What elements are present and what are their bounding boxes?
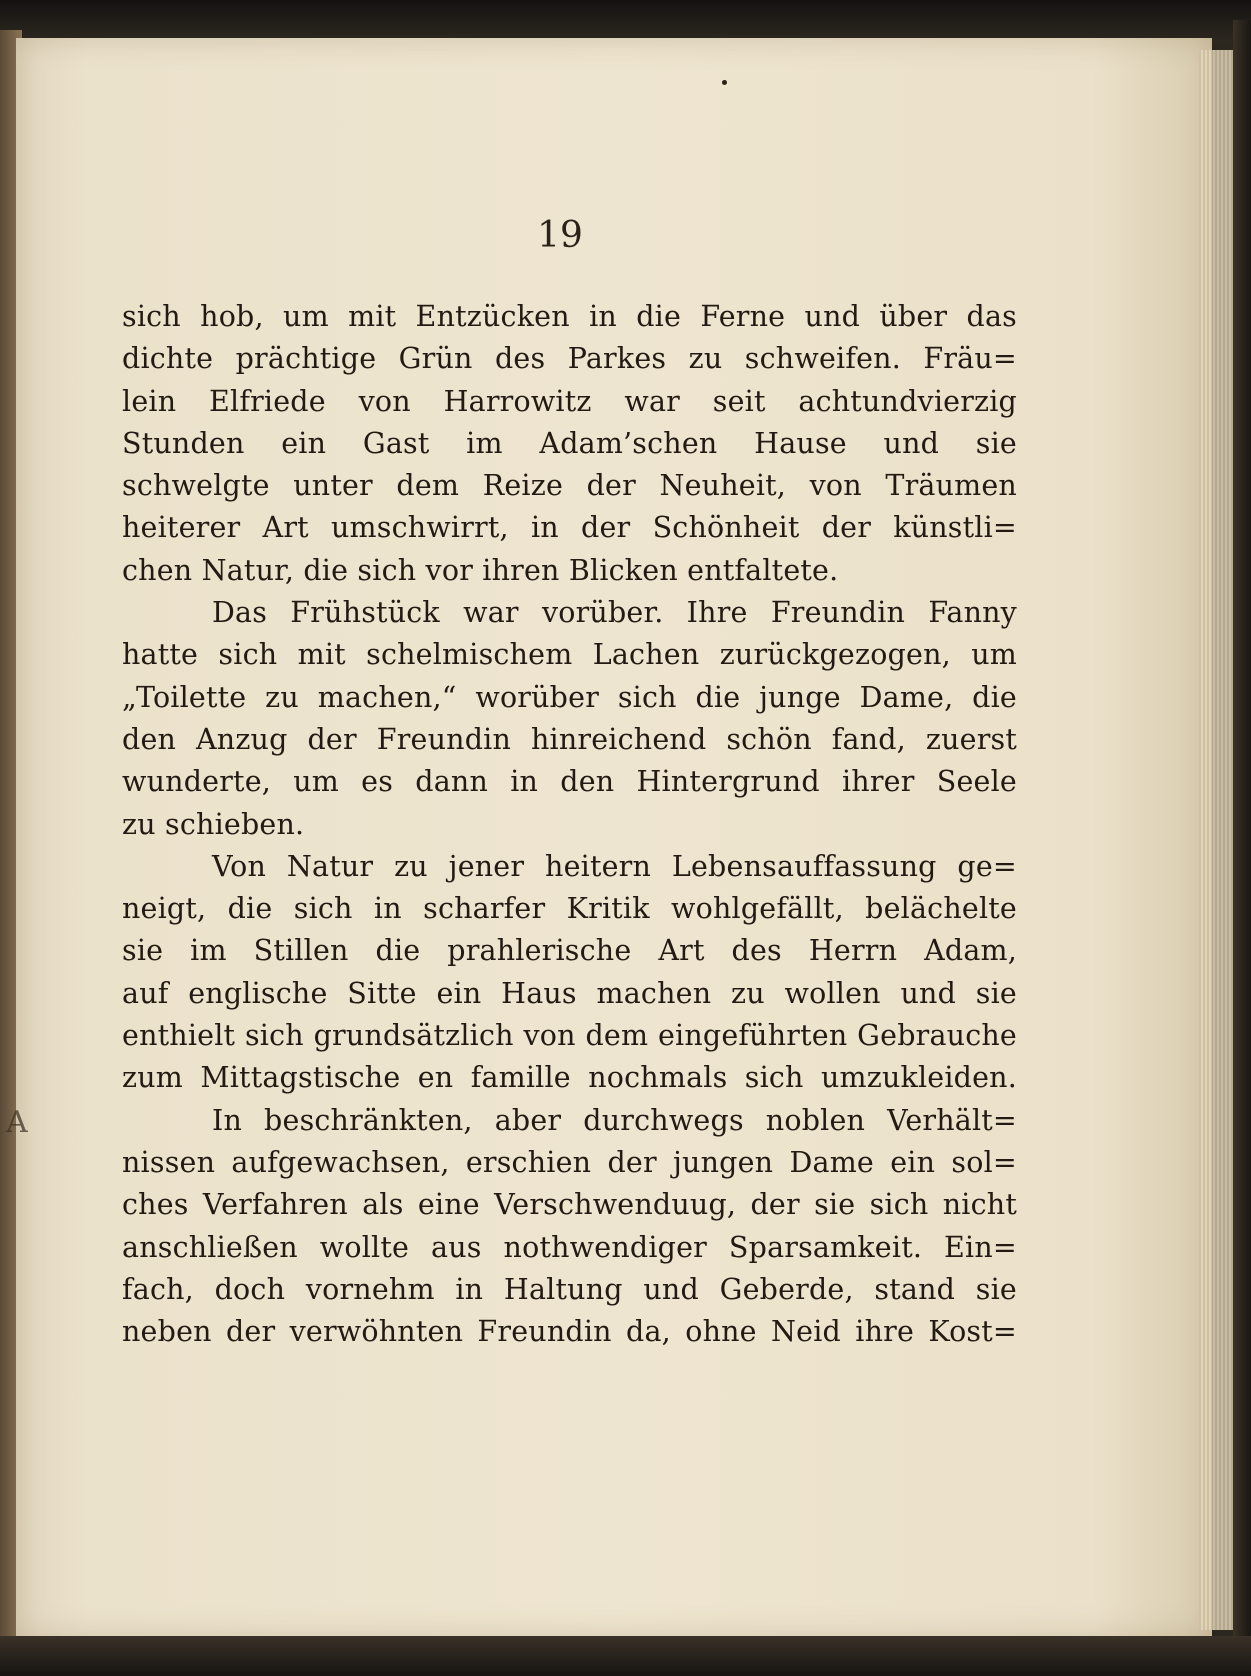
text-line: „Toilette zu machen,“ worüber sich die junge Dame, die [122, 680, 1017, 714]
text-line: schwelgte unter dem Reize der Neuheit, von Träumen [122, 469, 1017, 503]
text-line: den Anzug der Freundin hinreichend schön fand, zuerst [122, 722, 1017, 756]
text-line: neigt, die sich in scharfer Kritik wohlgefällt, belächelte [122, 892, 1017, 926]
text-line: lein Elfriede von Harrowitz war seit achtundvierzig [122, 384, 1017, 418]
ink-dot [722, 80, 727, 85]
text-line: sich hob, um mit Entzücken in die Ferne und über das [122, 300, 1017, 333]
text-line: zu schieben. [122, 807, 305, 841]
text-line: Stunden ein Gast im Adam’schen Hause und sie [122, 426, 1017, 460]
page-number: 19 [537, 215, 583, 256]
text-line: nissen aufgewachsen, erschien der jungen Dame ein sol= [122, 1145, 1017, 1179]
page-stack-edges [1199, 50, 1235, 1630]
text-line: fach, doch vornehm in Haltung und Geberde, stand sie [122, 1272, 1017, 1306]
text-line: anschließen wollte aus nothwendiger Sparsamkeit. Ein= [122, 1230, 1017, 1264]
text-line: wunderte, um es dann in den Hintergrund ihrer Seele [122, 765, 1017, 799]
text-line: hatte sich mit schelmischem Lachen zurückgezogen, um [122, 638, 1017, 672]
text-line: chen Natur, die sich vor ihren Blicken entfaltete. [122, 553, 839, 587]
text-line: auf englische Sitte ein Haus machen zu wollen und sie [122, 976, 1017, 1010]
text-line: sie im Stillen die prahlerische Art des Herrn Adam, [122, 934, 1017, 968]
text-line: In beschränkten, aber durchwegs noblen Verhält= [212, 1103, 1017, 1137]
right-cover-edge [1233, 20, 1251, 1660]
body-text [122, 296, 1017, 1353]
text-line: Von Natur zu jener heitern Lebensauffassung ge= [212, 849, 1017, 883]
text-line: ches Verfahren als eine Verschwenduug, der sie sich nicht [122, 1188, 1017, 1222]
margin-mark: A [6, 1105, 28, 1140]
text-line: heiterer Art umschwirrt, in der Schönheit der künstli= [122, 511, 1017, 545]
text-line: enthielt sich grundsätzlich von dem eingeführten Gebrauche [122, 1019, 1017, 1053]
text-line: neben der verwöhnten Freundin da, ohne Neid ihre Kost= [122, 1315, 1017, 1349]
top-cover-edge [0, 0, 1251, 42]
text-line: zum Mittagstische en famille nochmals sich umzukleiden. [122, 1061, 1017, 1095]
text-line: Das Frühstück war vorüber. Ihre Freundin Fanny [212, 596, 1017, 630]
bottom-cover-edge [0, 1636, 1251, 1676]
text-line: dichte prächtige Grün des Parkes zu schweifen. Fräu= [122, 342, 1017, 376]
